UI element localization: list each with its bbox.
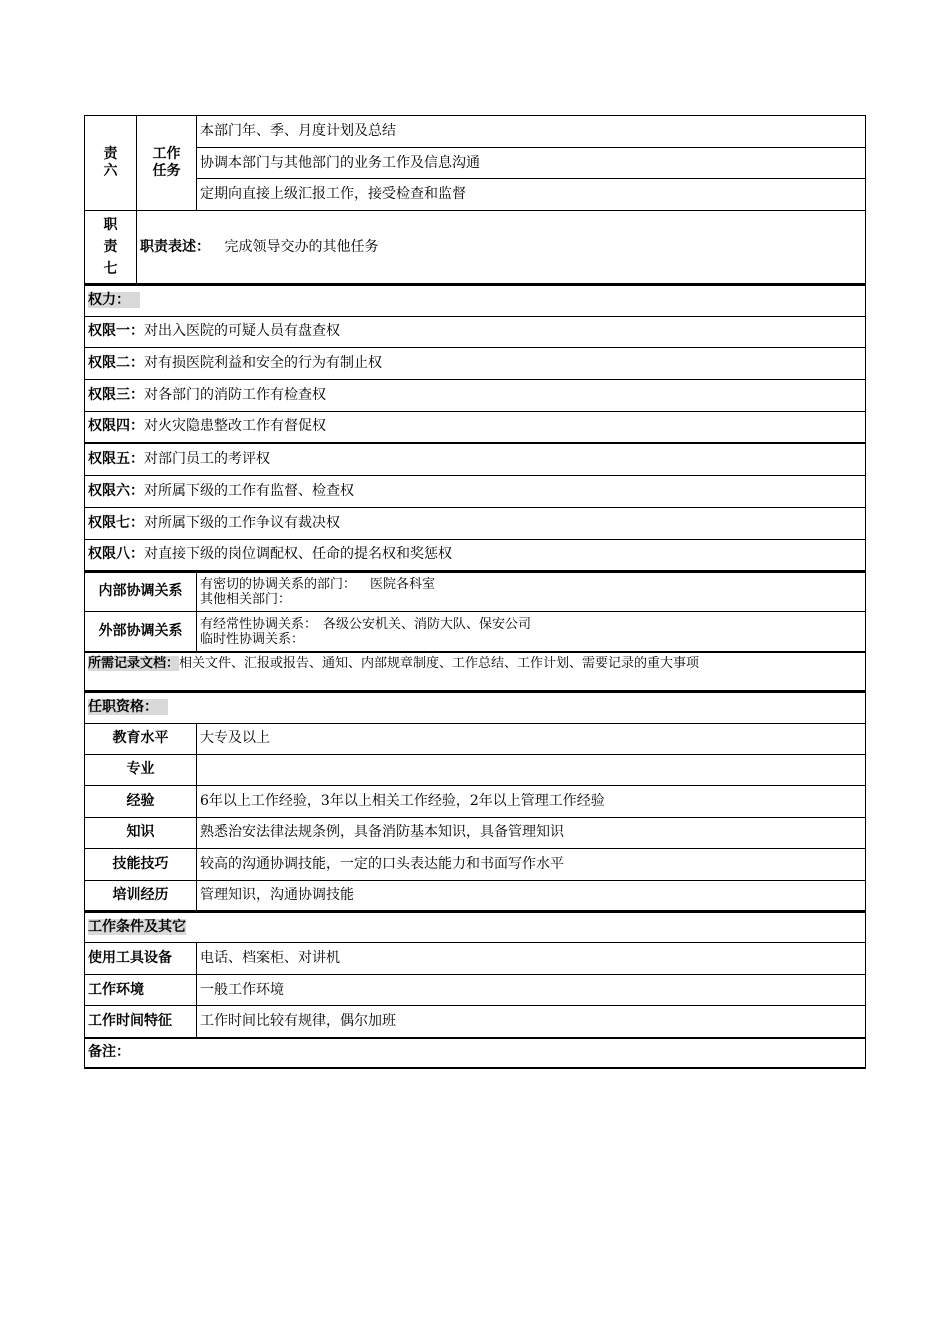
- qualification-header-label: 任职资格：: [88, 699, 168, 715]
- duty7-label-char: 职: [103, 217, 118, 233]
- power-item-text: 对部门员工的考评权: [144, 450, 270, 467]
- internal-line2-label: 其他相关部门：: [200, 591, 292, 607]
- remarks-cell: [85, 1038, 866, 1068]
- duties-table: [84, 115, 866, 284]
- records-table: [84, 652, 866, 691]
- power-item-label: 权限五：: [88, 450, 144, 467]
- qualification-value: 熟悉治安法律法规条例，具备消防基本知识，具备管理知识: [197, 817, 866, 848]
- condition-value: 工作时间比较有规律，偶尔加班: [197, 1006, 866, 1038]
- power-header-label: 权力：: [88, 292, 140, 308]
- power-item: [85, 443, 866, 475]
- task-item: 本部门年、季、月度计划及总结: [197, 116, 866, 148]
- power-header: [85, 285, 866, 316]
- power-item-label: 权限七：: [88, 514, 144, 531]
- power-item: [85, 507, 866, 539]
- qualification-label: 培训经历: [85, 880, 197, 910]
- duty7-desc-label: 职责表述：: [140, 238, 210, 255]
- task-label-line: 工作: [152, 146, 181, 162]
- external-coordination-value: [197, 612, 866, 652]
- internal-line1-value: 医院各科室: [370, 576, 436, 592]
- power-item-text: 对所属下级的工作有监督、检查权: [144, 482, 354, 499]
- conditions-header-label: 工作条件及其它: [88, 918, 186, 935]
- qualification-table: [84, 691, 866, 911]
- duty7-label-char: 责: [103, 239, 118, 255]
- conditions-header: [85, 912, 866, 943]
- task-item: 定期向直接上级汇报工作，接受检查和监督: [197, 179, 866, 211]
- power-item-label: 权限八：: [88, 546, 144, 562]
- power-item: [85, 347, 866, 379]
- duty6-label: [85, 116, 137, 211]
- power-item-text: 对各部门的消防工作有检查权: [144, 386, 326, 403]
- qualification-value: 较高的沟通协调技能，一定的口头表达能力和书面写作水平: [197, 848, 866, 880]
- power-item-text: 对所属下级的工作争议有裁决权: [144, 514, 340, 531]
- qualification-label: 技能技巧: [85, 848, 197, 880]
- qualification-header: [85, 692, 866, 723]
- power-item: [85, 411, 866, 443]
- power-item-text: 对出入医院的可疑人员有盘查权: [144, 323, 340, 339]
- external-line1-value: 各级公安机关、消防大队、保安公司: [323, 616, 532, 632]
- qualification-value: 大专及以上: [197, 723, 866, 754]
- power-item: [85, 475, 866, 507]
- remarks-label: 备注：: [88, 1044, 130, 1060]
- power-item: [85, 316, 866, 347]
- power-item: [85, 379, 866, 411]
- records-text: 相关文件、汇报或报告、通知、内部规章制度、工作总结、工作计划、需要记录的重大事项: [179, 656, 700, 671]
- power-item-label: 权限二：: [88, 354, 144, 371]
- power-item-text: 对直接下级的岗位调配权、任命的提名权和奖惩权: [144, 546, 452, 562]
- duty7-label: [85, 211, 137, 284]
- power-item-label: 权限一：: [88, 323, 144, 339]
- power-table: [84, 284, 866, 571]
- duty7-description: [137, 211, 866, 284]
- qualification-label: 教育水平: [85, 723, 197, 754]
- qualification-value: [197, 754, 866, 785]
- power-item-text: 对火灾隐患整改工作有督促权: [144, 418, 326, 435]
- qualification-label: 知识: [85, 817, 197, 848]
- qualification-label: 专业: [85, 754, 197, 785]
- condition-label: 工作环境: [85, 975, 197, 1006]
- external-coordination-label: 外部协调关系: [85, 612, 197, 652]
- power-item-label: 权限三：: [88, 386, 144, 403]
- power-item-label: 权限四：: [88, 418, 144, 435]
- condition-label: 使用工具设备: [85, 943, 197, 975]
- conditions-table: [84, 911, 866, 1069]
- external-line1-label: 有经常性协调关系：: [200, 616, 318, 632]
- job-description-sheet: [84, 115, 866, 1069]
- records-label: 所需记录文档：: [88, 656, 180, 671]
- external-line2-label: 临时性协调关系：: [200, 631, 305, 647]
- task-item: 协调本部门与其他部门的业务工作及信息沟通: [197, 148, 866, 179]
- power-item-label: 权限六：: [88, 482, 144, 499]
- power-item-text: 对有损医院利益和安全的行为有制止权: [144, 354, 382, 371]
- duty7-label-char: 七: [103, 261, 118, 277]
- duty6-label-char: 责: [103, 146, 118, 162]
- qualification-value: 管理知识，沟通协调技能: [197, 880, 866, 910]
- records-cell: [85, 653, 866, 691]
- coordination-table: [84, 571, 866, 653]
- condition-label: 工作时间特征: [85, 1006, 197, 1038]
- condition-value: 电话、档案柜、对讲机: [197, 943, 866, 975]
- internal-line1-label: 有密切的协调关系的部门：: [200, 576, 357, 592]
- task-label-line: 任务: [152, 163, 181, 179]
- task-label: [137, 116, 197, 211]
- duty6-label-char: 六: [103, 163, 118, 179]
- condition-value: 一般工作环境: [197, 975, 866, 1006]
- internal-coordination-label: 内部协调关系: [85, 572, 197, 612]
- qualification-value: 6年以上工作经验，3年以上相关工作经验，2年以上管理工作经验: [197, 785, 866, 817]
- duty7-desc-text: 完成领导交办的其他任务: [224, 238, 379, 255]
- power-item: [85, 539, 866, 570]
- qualification-label: 经验: [85, 785, 197, 817]
- internal-coordination-value: [197, 572, 866, 612]
